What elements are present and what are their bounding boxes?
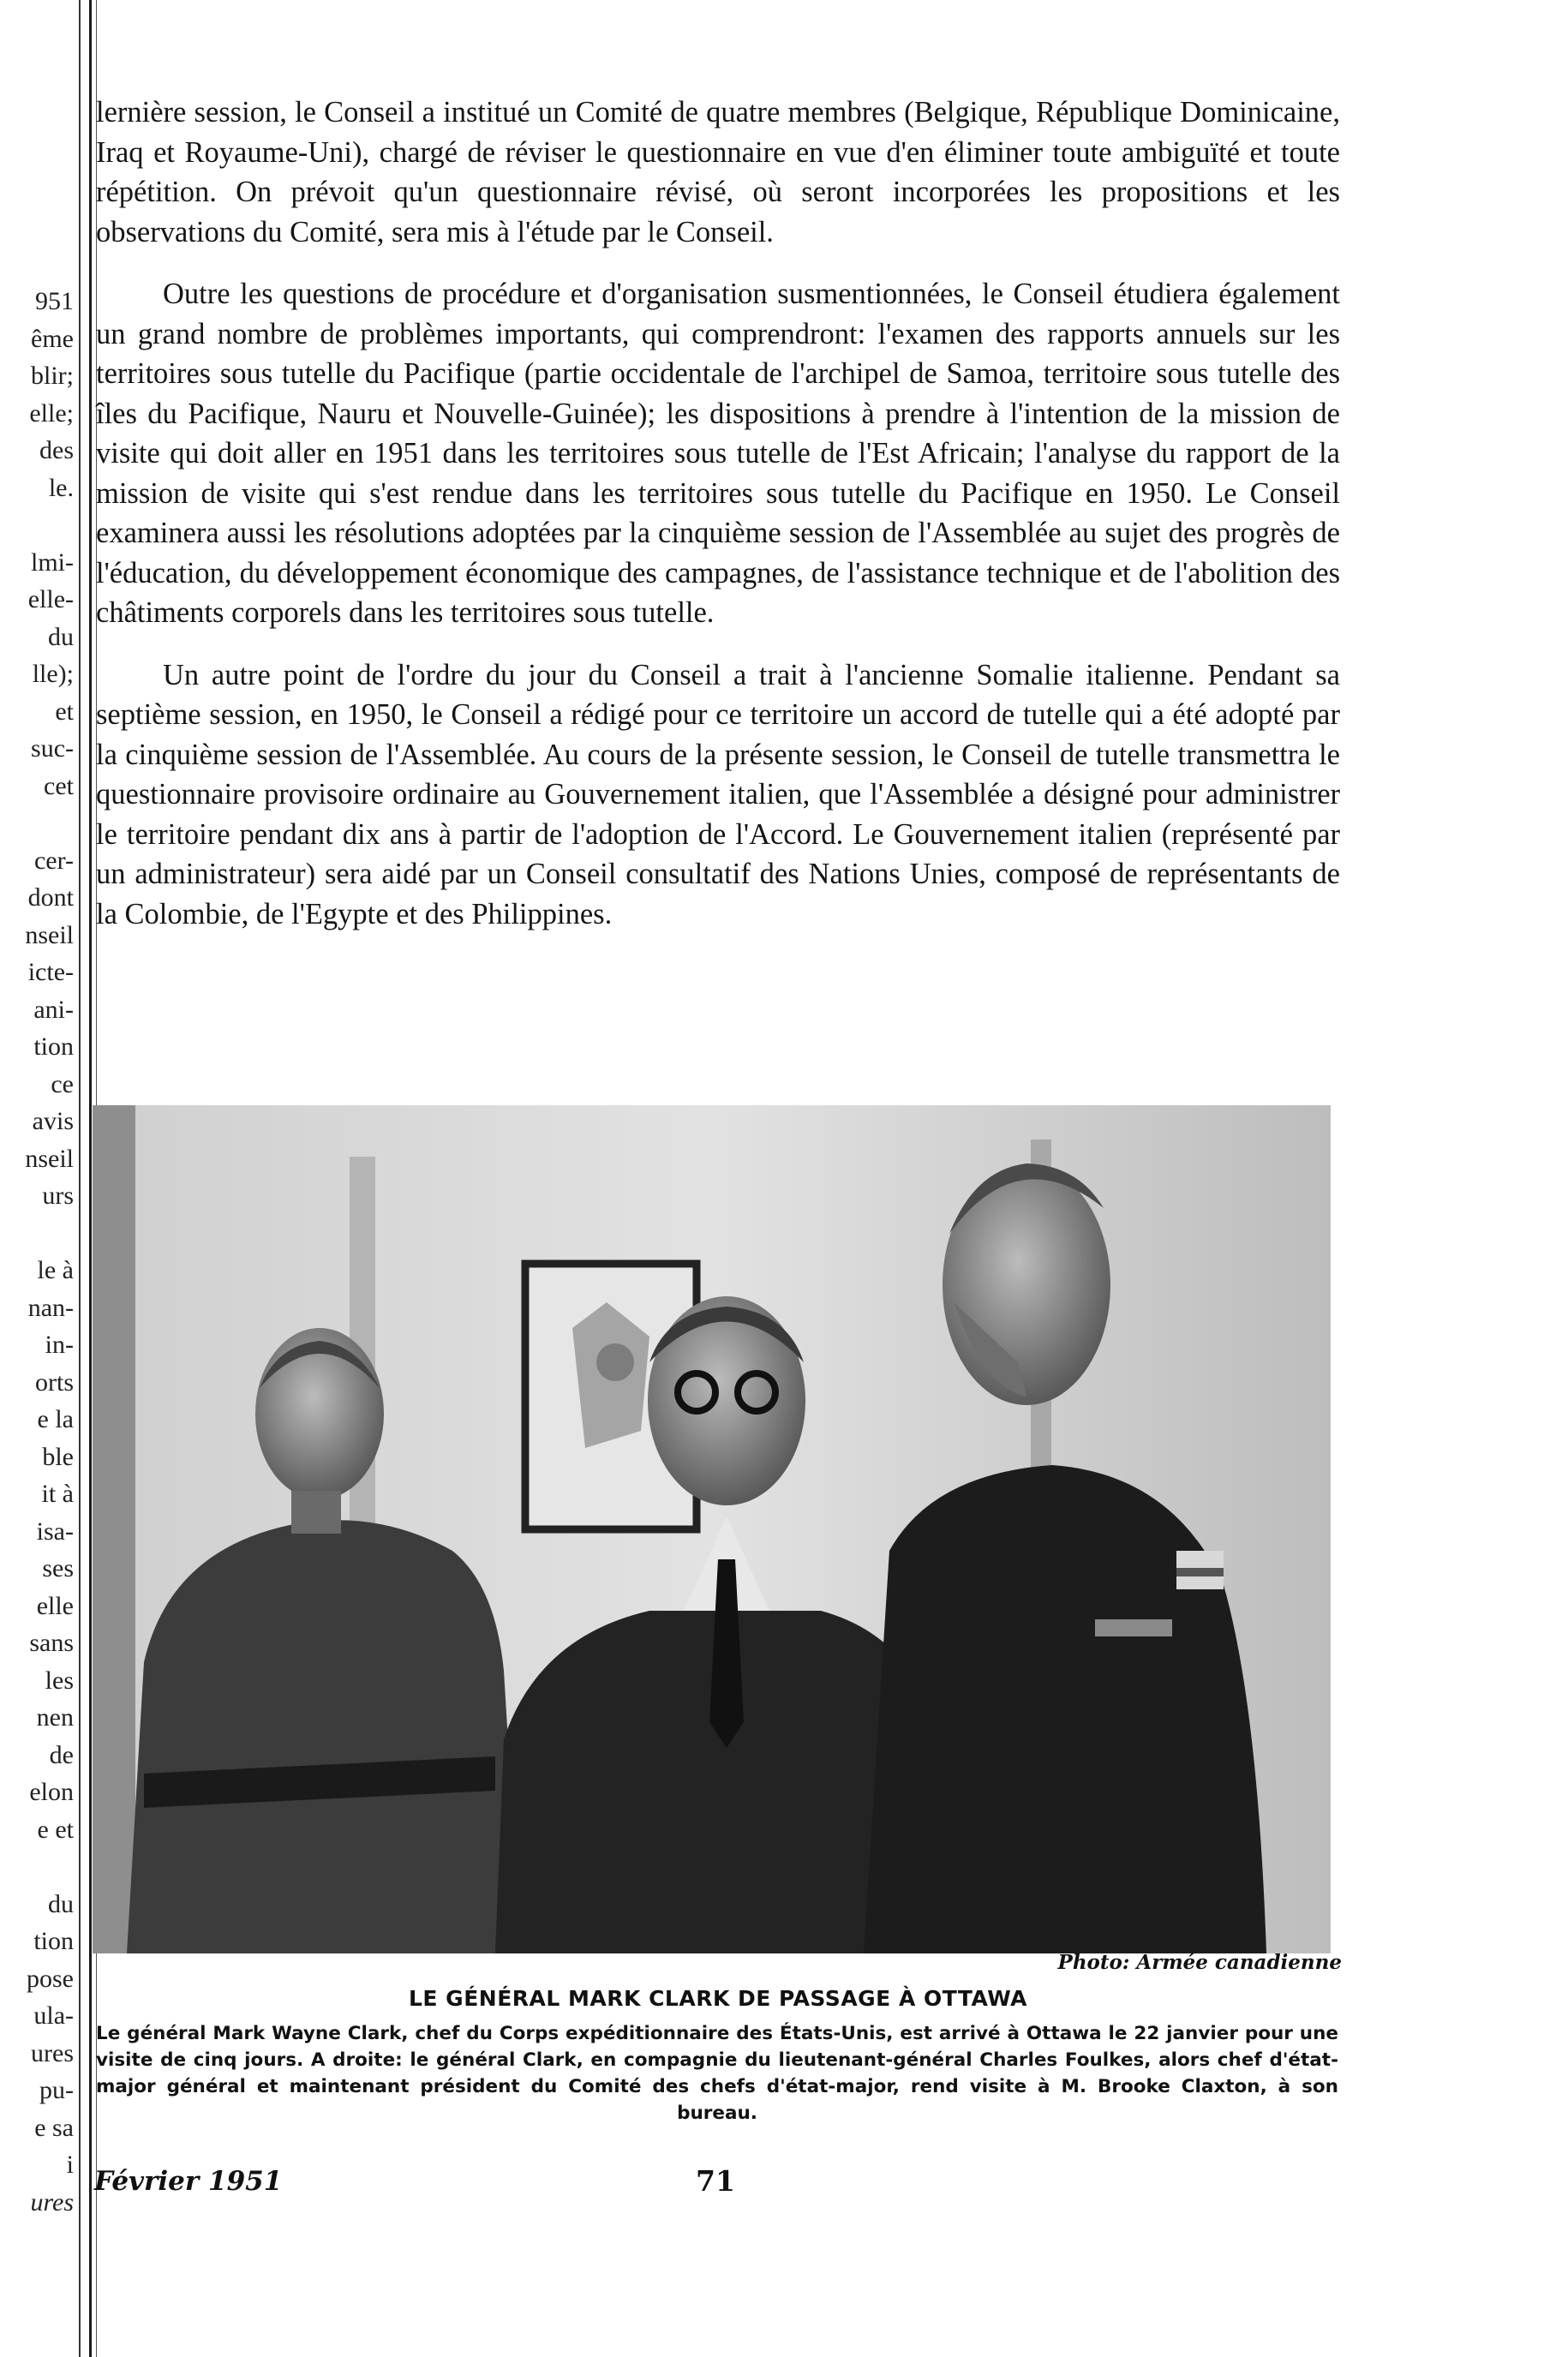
paragraph: Outre les questions de procédure et d'organisation susmentionnées, le Conseil étudiera également un grand nombre de problèmes importants, qui comprendront: l'examen des rapports annuels sur les territoires sous tutelle du Pacifique (partie occidentale de l'archipel de Samoa, territoire sous tutelle des îles du Pacifique, Nauru et Nouvelle-Guinée); les dispositions à prendre à l'intention de la mission de visite qui doit aller en 1951 dans les territoires sous tutelle de l'Est Africain; l'analyse du rapport de la mission de visite qui s'est rendue dans les territoires sous tutelle du Pacifique en 1950. Le Conseil examinera aussi les résolutions adoptées par la cinquième session de l'Assemblée au sujet des progrès de l'éducation, du développement économique des campagnes, de l'assistance technique et de l'abolition des châtiments corporels dans les territoires sous tutelle. — [96, 278, 1340, 629]
adjacent-page-column-fragment — [0, 283, 79, 2221]
column-fragment: ce — [51, 1069, 74, 1098]
column-fragment: blir; — [31, 362, 74, 390]
column-fragment: e la — [37, 1405, 74, 1433]
column-fragment: lle); — [32, 660, 74, 688]
paragraph: Un autre point de l'ordre du jour du Conseil a trait à l'ancienne Somalie italienne. Pendant sa septième session, en 1950, le Conseil a rédigé pour ce territoire un accord de tutelle qui a été adopté par la cinquième session de l'Assemblée. Au cours de la présente session, le Conseil de tutelle transmettra le questionnaire provisoire ordinaire au Gouvernement italien, que l'Assemblée a désigné pour administrer le territoire pendant dix ans à partir de l'adoption de l'Accord. Le Gouvernement italien (représenté par un administrateur) sera aidé par un Conseil consultatif des Nations Unies, composé de représentants de la Colombie, de l'Egypte et des Philippines. — [96, 658, 1340, 930]
column-fragment — [0, 1848, 79, 1886]
column-fragment: nen — [36, 1703, 74, 1732]
column-fragment: tion — [33, 1032, 74, 1061]
column-fragment: elon — [29, 1778, 74, 1806]
column-fragment: nan- — [27, 1293, 74, 1322]
column-fragment: icte- — [27, 958, 74, 986]
column-fragment: et — [55, 697, 74, 726]
news-photograph — [93, 1105, 1331, 1953]
column-fragment: ses — [42, 1554, 74, 1582]
column-fragment: 951 — [35, 287, 74, 315]
column-fragment: ula- — [33, 2001, 74, 2030]
column-fragment: avis — [32, 1107, 74, 1135]
column-fragment: les — [45, 1666, 74, 1695]
column-fragment: ême — [31, 324, 74, 353]
photo-caption: Le général Mark Wayne Clark, chef du Corps expéditionnaire des États-Unis, est arrivé à Ottawa le 22 janvier pour une visite de cinq jours. A droite: le général Clark, en compagnie du lieutenant-général Charles Foulkes, alors chef d'état-major général et maintenant président du Comité des chefs d'état-major, rend visite à M. Brooke Claxton, à son bureau. — [96, 2023, 1338, 2124]
column-fragment: it à — [41, 1480, 74, 1508]
column-fragment: e sa — [34, 2113, 74, 2142]
column-fragment: tion — [33, 1927, 74, 1955]
column-fragment: in- — [45, 1331, 74, 1359]
column-fragment: des — [39, 436, 74, 464]
column-fragment: isa- — [36, 1516, 74, 1546]
photo-caption-title: LE GÉNÉRAL MARK CLARK DE PASSAGE À OTTAWA — [408, 1986, 1028, 2011]
column-fragment: du — [48, 622, 74, 651]
column-fragment: pose — [27, 1964, 74, 1993]
column-fragment: de — [49, 1740, 74, 1769]
column-fragment: sans — [29, 1629, 74, 1657]
column-fragment: du — [48, 1889, 74, 1918]
column-fragment: orts — [35, 1367, 74, 1397]
column-fragment: i — [66, 2151, 74, 2179]
column-fragment: suc- — [31, 734, 74, 763]
column-fragment: elle; — [29, 398, 74, 428]
column-fragment — [0, 1215, 79, 1253]
article-body — [96, 93, 1340, 956]
column-fragment — [0, 805, 79, 842]
column-fragment: lmi- — [31, 547, 74, 577]
column-fragment: dont — [27, 883, 74, 912]
column-fragment: urs — [42, 1181, 74, 1210]
column-fragment: cer- — [33, 846, 74, 875]
column-fragment: le à — [37, 1256, 74, 1284]
column-fragment — [0, 506, 79, 544]
column-fragment: ures — [31, 2038, 74, 2067]
footer-date: Février 1951 — [94, 2166, 283, 2197]
page-number: 71 — [696, 2164, 735, 2198]
column-fragment: ures — [30, 2187, 74, 2216]
binding-line — [89, 0, 92, 2357]
binding-line — [79, 0, 81, 2357]
column-fragment: nseil — [25, 920, 74, 949]
column-fragment: pu- — [39, 2076, 74, 2104]
column-fragment: e et — [37, 1815, 74, 1844]
photo-credit: Photo: Armée canadienne — [1057, 1951, 1342, 1974]
column-fragment: le. — [48, 473, 74, 502]
column-fragment: elle- — [27, 585, 74, 613]
column-fragment: elle — [36, 1591, 74, 1620]
column-fragment: ani- — [33, 995, 74, 1024]
paragraph: lernière session, le Conseil a institué un Comité de quatre membres (Belgique, République Dominicaine, Iraq et Royaume-Uni), chargé de réviser le questionnaire en vue d'en éliminer toute ambiguïté et toute répétition. On prévoit qu'un questionnaire révisé, où seront incorporées les propositions et les observations du Comité, sera mis à l'étude par le Conseil. — [96, 96, 1340, 248]
column-fragment: ble — [42, 1442, 74, 1471]
column-fragment: cet — [44, 771, 74, 800]
column-fragment: nseil — [25, 1144, 74, 1173]
